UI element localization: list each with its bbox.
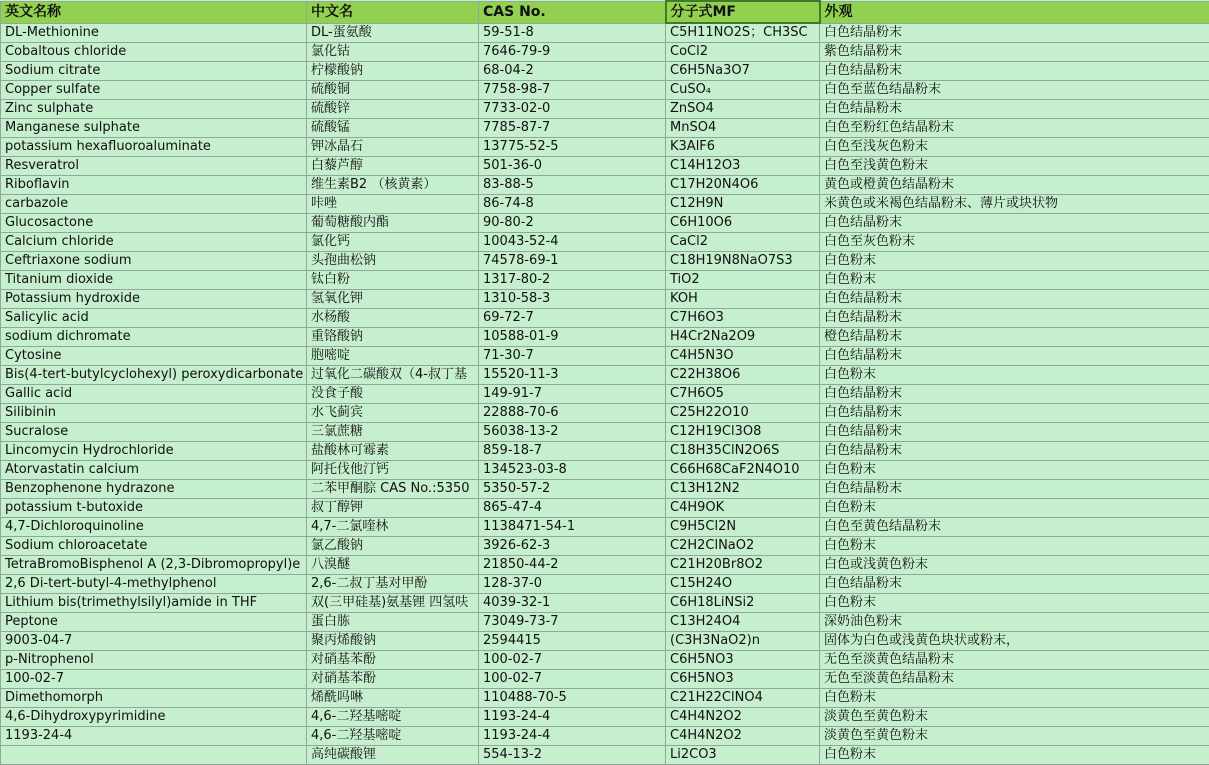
cell-cas-no[interactable]: 21850-44-2 (479, 556, 666, 575)
cell-appearance[interactable]: 白色粉末 (820, 252, 1209, 271)
cell-cas-no[interactable]: 90-80-2 (479, 214, 666, 233)
cell-english-name[interactable]: Sodium citrate (1, 62, 307, 81)
cell-chinese-name[interactable]: 对硝基苯酚 (307, 670, 479, 689)
table-row (1, 23, 1209, 43)
table-row (1, 157, 1209, 176)
table-row (1, 233, 1209, 252)
cell-chinese-name[interactable]: 维生素B2 （核黄素） (307, 176, 479, 195)
table-row (1, 138, 1209, 157)
header-english-name[interactable]: 英文名称 (1, 1, 307, 23)
cell-molecular-formula[interactable]: C15H24O (666, 575, 820, 594)
cell-appearance[interactable]: 紫色结晶粉末 (820, 43, 1209, 62)
cell-chinese-name[interactable]: 硫酸锰 (307, 119, 479, 138)
cell-english-name[interactable]: Lithium bis(trimethylsilyl)amide in THF (1, 594, 307, 613)
cell-english-name[interactable]: Lincomycin Hydrochloride (1, 442, 307, 461)
cell-cas-no[interactable]: 1193-24-4 (479, 727, 666, 746)
table-row (1, 385, 1209, 404)
cell-chinese-name[interactable]: 硫酸铜 (307, 81, 479, 100)
cell-english-name[interactable]: Copper sulfate (1, 81, 307, 100)
cell-chinese-name[interactable]: 4,7-二氯喹林 (307, 518, 479, 537)
cell-chinese-name[interactable]: 阿托伐他汀钙 (307, 461, 479, 480)
cell-cas-no[interactable]: 10588-01-9 (479, 328, 666, 347)
cell-molecular-formula[interactable]: C13H24O4 (666, 613, 820, 632)
table-row (1, 651, 1209, 670)
cell-molecular-formula[interactable]: TiO2 (666, 271, 820, 290)
cell-molecular-formula[interactable]: C6H10O6 (666, 214, 820, 233)
cell-english-name[interactable]: 9003-04-7 (1, 632, 307, 651)
cell-english-name[interactable]: 100-02-7 (1, 670, 307, 689)
table-row (1, 556, 1209, 575)
cell-appearance[interactable]: 白色结晶粉末 (820, 100, 1209, 119)
cell-cas-no[interactable]: 865-47-4 (479, 499, 666, 518)
cell-appearance[interactable]: 白色结晶粉末 (820, 214, 1209, 233)
cell-molecular-formula[interactable]: ZnSO4 (666, 100, 820, 119)
cell-appearance[interactable]: 白色结晶粉末 (820, 480, 1209, 499)
cell-english-name[interactable]: Benzophenone hydrazone (1, 480, 307, 499)
cell-english-name[interactable]: potassium hexafluoroaluminate (1, 138, 307, 157)
cell-molecular-formula[interactable]: KOH (666, 290, 820, 309)
cell-english-name[interactable]: Cytosine (1, 347, 307, 366)
cell-cas-no[interactable]: 69-72-7 (479, 309, 666, 328)
cell-appearance[interactable]: 白色至浅黄色粉末 (820, 157, 1209, 176)
cell-chinese-name[interactable]: 高纯碳酸锂 (307, 746, 479, 765)
cell-chinese-name[interactable]: 头孢曲松钠 (307, 252, 479, 271)
cell-cas-no[interactable]: 15520-11-3 (479, 366, 666, 385)
cell-chinese-name[interactable]: 重铬酸钠 (307, 328, 479, 347)
table-row (1, 43, 1209, 62)
table-row (1, 328, 1209, 347)
cell-molecular-formula[interactable]: MnSO4 (666, 119, 820, 138)
cell-english-name[interactable]: carbazole (1, 195, 307, 214)
table-row (1, 689, 1209, 708)
cell-english-name[interactable]: Potassium hydroxide (1, 290, 307, 309)
cell-english-name[interactable]: Dimethomorph (1, 689, 307, 708)
cell-appearance[interactable]: 白色结晶粉末 (820, 442, 1209, 461)
cell-cas-no[interactable]: 100-02-7 (479, 651, 666, 670)
cell-molecular-formula[interactable]: CoCl2 (666, 43, 820, 62)
table-row (1, 119, 1209, 138)
cell-english-name[interactable]: Titanium dioxide (1, 271, 307, 290)
cell-chinese-name[interactable]: 柠檬酸钠 (307, 62, 479, 81)
cell-chinese-name[interactable]: 盐酸林可霉素 (307, 442, 479, 461)
cell-english-name[interactable]: 4,7-Dichloroquinoline (1, 518, 307, 537)
cell-chinese-name[interactable]: 白藜芦醇 (307, 157, 479, 176)
cell-chinese-name[interactable]: 聚丙烯酸钠 (307, 632, 479, 651)
cell-chinese-name[interactable]: 叔丁醇钾 (307, 499, 479, 518)
cell-english-name[interactable]: Calcium chloride (1, 233, 307, 252)
cell-cas-no[interactable]: 56038-13-2 (479, 423, 666, 442)
cell-chinese-name[interactable]: 烯酰吗啉 (307, 689, 479, 708)
cell-cas-no[interactable]: 74578-69-1 (479, 252, 666, 271)
cell-appearance[interactable]: 白色至蓝色结晶粉末 (820, 81, 1209, 100)
cell-english-name[interactable]: Manganese sulphate (1, 119, 307, 138)
cell-molecular-formula[interactable]: C25H22O10 (666, 404, 820, 423)
cell-molecular-formula[interactable]: C4H5N3O (666, 347, 820, 366)
cell-appearance[interactable]: 白色结晶粉末 (820, 385, 1209, 404)
cell-cas-no[interactable]: 86-74-8 (479, 195, 666, 214)
cell-english-name[interactable]: Glucosactone (1, 214, 307, 233)
cell-appearance[interactable]: 白色结晶粉末 (820, 575, 1209, 594)
cell-appearance[interactable]: 白色粉末 (820, 594, 1209, 613)
cell-molecular-formula[interactable]: C4H4N2O2 (666, 708, 820, 727)
cell-cas-no[interactable]: 859-18-7 (479, 442, 666, 461)
table-row (1, 214, 1209, 233)
table-row (1, 290, 1209, 309)
cell-cas-no[interactable]: 1193-24-4 (479, 708, 666, 727)
table-row (1, 404, 1209, 423)
cell-cas-no[interactable]: 149-91-7 (479, 385, 666, 404)
table-row (1, 252, 1209, 271)
cell-english-name[interactable]: Cobaltous chloride (1, 43, 307, 62)
cell-molecular-formula[interactable]: C6H18LiNSi2 (666, 594, 820, 613)
cell-appearance[interactable]: 白色至粉红色结晶粉末 (820, 119, 1209, 138)
cell-appearance[interactable]: 白色结晶粉末 (820, 62, 1209, 81)
header-molecular-formula[interactable]: 分子式MF (666, 1, 820, 23)
cell-english-name[interactable]: Atorvastatin calcium (1, 461, 307, 480)
cell-molecular-formula[interactable]: C7H6O3 (666, 309, 820, 328)
table-row (1, 195, 1209, 214)
cell-chinese-name[interactable]: 二苯甲酮腙 CAS No.:5350 (307, 480, 479, 499)
cell-cas-no[interactable]: 501-36-0 (479, 157, 666, 176)
cell-molecular-formula[interactable]: C5H11NO2S；CH3SC (666, 23, 820, 43)
cell-appearance[interactable]: 白色至黄色结晶粉末 (820, 518, 1209, 537)
cell-chinese-name[interactable]: 双(三甲硅基)氨基锂 四氢呋 (307, 594, 479, 613)
cell-cas-no[interactable]: 22888-70-6 (479, 404, 666, 423)
cell-appearance[interactable]: 白色至灰色粉末 (820, 233, 1209, 252)
cell-cas-no[interactable]: 4039-32-1 (479, 594, 666, 613)
cell-chinese-name[interactable]: 4,6-二羟基嘧啶 (307, 727, 479, 746)
cell-chinese-name[interactable]: 氯乙酸钠 (307, 537, 479, 556)
cell-molecular-formula[interactable]: C12H9N (666, 195, 820, 214)
cell-cas-no[interactable]: 128-37-0 (479, 575, 666, 594)
cell-molecular-formula[interactable]: C17H20N4O6 (666, 176, 820, 195)
cell-chinese-name[interactable]: 没食子酸 (307, 385, 479, 404)
cell-molecular-formula[interactable]: C13H12N2 (666, 480, 820, 499)
cell-appearance[interactable]: 白色粉末 (820, 499, 1209, 518)
cell-chinese-name[interactable]: 氢氧化钾 (307, 290, 479, 309)
table-row (1, 81, 1209, 100)
cell-chinese-name[interactable]: 氯化钴 (307, 43, 479, 62)
cell-english-name[interactable]: p-Nitrophenol (1, 651, 307, 670)
cell-appearance[interactable]: 白色至浅灰色粉末 (820, 138, 1209, 157)
cell-molecular-formula[interactable]: C4H9OK (666, 499, 820, 518)
cell-appearance[interactable]: 白色结晶粉末 (820, 404, 1209, 423)
table-row (1, 499, 1209, 518)
table-row (1, 575, 1209, 594)
cell-molecular-formula[interactable]: C6H5NO3 (666, 670, 820, 689)
table-row (1, 708, 1209, 727)
cell-molecular-formula[interactable]: C12H19Cl3O8 (666, 423, 820, 442)
cell-cas-no[interactable]: 1317-80-2 (479, 271, 666, 290)
cell-appearance[interactable]: 白色粉末 (820, 461, 1209, 480)
cell-appearance[interactable]: 固体为白色或浅黄色块状或粉末， (820, 632, 1209, 651)
cell-molecular-formula[interactable]: C66H68CaF2N4O10 (666, 461, 820, 480)
table-row (1, 62, 1209, 81)
table-row (1, 309, 1209, 328)
cell-cas-no[interactable]: 1138471-54-1 (479, 518, 666, 537)
cell-chinese-name[interactable]: 咔唑 (307, 195, 479, 214)
cell-english-name[interactable]: potassium t-butoxide (1, 499, 307, 518)
cell-chinese-name[interactable]: 八溴醚 (307, 556, 479, 575)
table-row (1, 480, 1209, 499)
cell-appearance[interactable]: 米黄色或米褐色结晶粉末、薄片或块状物 (820, 195, 1209, 214)
cell-english-name[interactable]: Bis(4-tert-butylcyclohexyl) peroxydicarbonate (1, 366, 307, 385)
cell-molecular-formula[interactable]: H4Cr2Na2O9 (666, 328, 820, 347)
cell-appearance[interactable]: 白色粉末 (820, 271, 1209, 290)
cell-chinese-name[interactable]: 三氯蔗糖 (307, 423, 479, 442)
cell-appearance[interactable]: 白色结晶粉末 (820, 347, 1209, 366)
cell-chinese-name[interactable]: 氯化钙 (307, 233, 479, 252)
cell-cas-no[interactable]: 71-30-7 (479, 347, 666, 366)
cell-cas-no[interactable]: 134523-03-8 (479, 461, 666, 480)
cell-english-name[interactable]: Resveratrol (1, 157, 307, 176)
table-row (1, 423, 1209, 442)
cell-molecular-formula[interactable]: C2H2ClNaO2 (666, 537, 820, 556)
table-row (1, 537, 1209, 556)
header-cas-no[interactable]: CAS No. (479, 1, 666, 23)
cell-chinese-name[interactable]: 胞嘧啶 (307, 347, 479, 366)
cell-cas-no[interactable]: 2594415 (479, 632, 666, 651)
table-row (1, 613, 1209, 632)
cell-molecular-formula[interactable]: C14H12O3 (666, 157, 820, 176)
cell-molecular-formula[interactable]: C18H35ClN2O6S (666, 442, 820, 461)
cell-molecular-formula[interactable]: C21H22ClNO4 (666, 689, 820, 708)
cell-cas-no[interactable]: 5350-57-2 (479, 480, 666, 499)
cell-appearance[interactable]: 白色结晶粉末 (820, 290, 1209, 309)
header-row (1, 1, 1209, 23)
cell-english-name[interactable] (1, 746, 307, 765)
cell-molecular-formula[interactable]: C22H38O6 (666, 366, 820, 385)
cell-molecular-formula[interactable]: C4H4N2O2 (666, 727, 820, 746)
header-row-group (1, 1, 1209, 23)
cell-cas-no[interactable]: 3926-62-3 (479, 537, 666, 556)
cell-english-name[interactable]: Ceftriaxone sodium (1, 252, 307, 271)
cell-appearance[interactable]: 白色结晶粉末 (820, 423, 1209, 442)
table-row (1, 461, 1209, 480)
cell-appearance[interactable]: 白色结晶粉末 (820, 23, 1209, 43)
cell-molecular-formula[interactable]: CuSO₄ (666, 81, 820, 100)
header-chinese-name[interactable]: 中文名 (307, 1, 479, 23)
table-row (1, 271, 1209, 290)
cell-chinese-name[interactable]: 水杨酸 (307, 309, 479, 328)
table-row (1, 594, 1209, 613)
cell-appearance[interactable]: 白色结晶粉末 (820, 309, 1209, 328)
cell-appearance[interactable]: 黄色或橙黄色结晶粉末 (820, 176, 1209, 195)
cell-appearance[interactable]: 白色粉末 (820, 366, 1209, 385)
cell-chinese-name[interactable]: 钛白粉 (307, 271, 479, 290)
cell-english-name[interactable]: sodium dichromate (1, 328, 307, 347)
cell-cas-no[interactable]: 73049-73-7 (479, 613, 666, 632)
cell-english-name[interactable]: Sucralose (1, 423, 307, 442)
cell-appearance[interactable]: 无色至淡黄色结晶粉末 (820, 651, 1209, 670)
cell-appearance[interactable]: 白色粉末 (820, 689, 1209, 708)
cell-english-name[interactable]: Riboflavin (1, 176, 307, 195)
cell-appearance[interactable]: 白色粉末 (820, 537, 1209, 556)
cell-english-name[interactable]: 2,6 Di-tert-butyl-4-methylphenol (1, 575, 307, 594)
cell-english-name[interactable]: Silibinin (1, 404, 307, 423)
cell-cas-no[interactable]: 68-04-2 (479, 62, 666, 81)
cell-molecular-formula[interactable]: C21H20Br8O2 (666, 556, 820, 575)
cell-molecular-formula[interactable]: C9H5Cl2N (666, 518, 820, 537)
cell-molecular-formula[interactable]: C6H5NO3 (666, 651, 820, 670)
cell-molecular-formula[interactable]: CaCl2 (666, 233, 820, 252)
cell-molecular-formula[interactable]: C6H5Na3O7 (666, 62, 820, 81)
cell-cas-no[interactable]: 7758-98-7 (479, 81, 666, 100)
cell-chinese-name[interactable]: 2,6-二叔丁基对甲酚 (307, 575, 479, 594)
cell-appearance[interactable]: 白色或浅黄色粉末 (820, 556, 1209, 575)
cell-cas-no[interactable]: 13775-52-5 (479, 138, 666, 157)
cell-english-name[interactable]: DL-Methionine (1, 23, 307, 43)
cell-cas-no[interactable]: 59-51-8 (479, 23, 666, 43)
cell-english-name[interactable]: Sodium chloroacetate (1, 537, 307, 556)
cell-chinese-name[interactable]: 对硝基苯酚 (307, 651, 479, 670)
cell-molecular-formula[interactable]: C7H6O5 (666, 385, 820, 404)
cell-cas-no[interactable]: 83-88-5 (479, 176, 666, 195)
cell-appearance[interactable]: 无色至淡黄色结晶粉末 (820, 670, 1209, 689)
table-row (1, 442, 1209, 461)
cell-appearance[interactable]: 淡黄色至黄色粉末 (820, 708, 1209, 727)
table-row (1, 176, 1209, 195)
table-row (1, 670, 1209, 689)
cell-chinese-name[interactable]: 4,6-二羟基嘧啶 (307, 708, 479, 727)
cell-english-name[interactable]: Zinc sulphate (1, 100, 307, 119)
table-row (1, 727, 1209, 746)
cell-english-name[interactable]: Salicylic acid (1, 309, 307, 328)
cell-chinese-name[interactable]: 钾冰晶石 (307, 138, 479, 157)
table-body (1, 23, 1209, 765)
cell-english-name[interactable]: Gallic acid (1, 385, 307, 404)
cell-chinese-name[interactable]: DL-蛋氨酸 (307, 23, 479, 43)
cell-chinese-name[interactable]: 过氧化二碳酸双（4-叔丁基 (307, 366, 479, 385)
cell-cas-no[interactable]: 1310-58-3 (479, 290, 666, 309)
cell-molecular-formula[interactable]: C18H19N8NaO7S3 (666, 252, 820, 271)
cell-english-name[interactable]: TetraBromoBisphenol A (2,3-Dibromopropyl)e (1, 556, 307, 575)
table-row (1, 366, 1209, 385)
cell-chinese-name[interactable]: 蛋白胨 (307, 613, 479, 632)
table-row (1, 347, 1209, 366)
cell-cas-no[interactable]: 7785-87-7 (479, 119, 666, 138)
cell-appearance[interactable]: 深奶油色粉末 (820, 613, 1209, 632)
cell-appearance[interactable]: 橙色结晶粉末 (820, 328, 1209, 347)
cell-cas-no[interactable]: 110488-70-5 (479, 689, 666, 708)
cell-english-name[interactable]: 4,6-Dihydroxypyrimidine (1, 708, 307, 727)
cell-chinese-name[interactable]: 水飞蓟宾 (307, 404, 479, 423)
table-row (1, 100, 1209, 119)
table-row (1, 518, 1209, 537)
cell-appearance[interactable]: 淡黄色至黄色粉末 (820, 727, 1209, 746)
cell-english-name[interactable]: Peptone (1, 613, 307, 632)
cell-cas-no[interactable]: 100-02-7 (479, 670, 666, 689)
table-row (1, 632, 1209, 651)
header-appearance[interactable]: 外观 (820, 1, 1209, 23)
cell-cas-no[interactable]: 10043-52-4 (479, 233, 666, 252)
cell-appearance[interactable]: 白色粉末 (820, 746, 1209, 765)
cell-chinese-name[interactable]: 葡萄糖酸内酯 (307, 214, 479, 233)
cell-cas-no[interactable]: 554-13-2 (479, 746, 666, 765)
cell-english-name[interactable]: 1193-24-4 (1, 727, 307, 746)
cell-cas-no[interactable]: 7733-02-0 (479, 100, 666, 119)
cell-cas-no[interactable]: 7646-79-9 (479, 43, 666, 62)
cell-molecular-formula[interactable]: (C3H3NaO2)n (666, 632, 820, 651)
table-row (1, 746, 1209, 765)
cell-chinese-name[interactable]: 硫酸锌 (307, 100, 479, 119)
cell-molecular-formula[interactable]: Li2CO3 (666, 746, 820, 765)
cell-molecular-formula[interactable]: K3AlF6 (666, 138, 820, 157)
